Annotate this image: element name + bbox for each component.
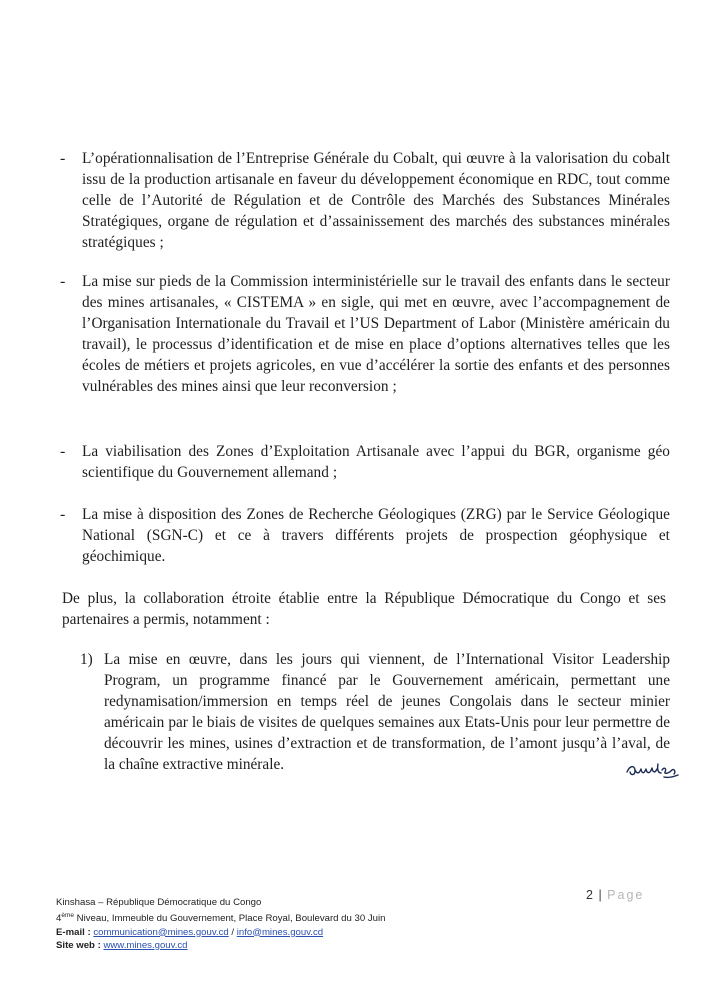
website-link[interactable]: www.mines.gouv.cd [103, 939, 188, 951]
bullet-marker: - [60, 443, 66, 460]
footer-building [56, 909, 476, 925]
page-number-word: Page [607, 888, 645, 902]
email-label: E-mail : [56, 926, 91, 938]
floor-suffix: ème [61, 912, 74, 920]
email-separator: / [228, 926, 237, 938]
bullet-text: La mise sur pieds de la Commission interministérielle sur le travail des enfants dans le secteur des mines artisanales, « CISTEMA » en sigle, qui met en œuvre, avec l’accompagnement de l’Organisation Internationale du Travail et l’US Department of Labor (Ministère américain du travail), le processus d’identification et de mise en place d’options alternatives telles que les écoles de métiers et projets agricoles, en vue d’accélérer la sortie des enfants et des personnes vulnérables des mines ainsi que leur reconversion ; [82, 273, 670, 395]
website-label: Site web : [56, 939, 101, 951]
footer [56, 896, 476, 952]
footer-website [56, 939, 476, 952]
bullet-marker: - [60, 506, 66, 523]
bullet-text: La viabilisation des Zones d’Exploitation Artisanale avec l’appui du BGR, organisme géo scientifique du Gouvernement allemand ; [82, 443, 670, 481]
page-number [586, 888, 644, 902]
footer-email [56, 926, 476, 939]
handwritten-initials [624, 755, 680, 781]
bullet-marker: - [60, 150, 66, 167]
intro-paragraph: De plus, la collaboration étroite établie entre la République Démocratique du Congo et ses partenaires a permis, notamment : [62, 590, 666, 628]
email-link-info[interactable]: info@mines.gouv.cd [236, 926, 324, 938]
page-number-separator: | [598, 888, 603, 902]
bullet-marker: - [60, 273, 66, 290]
floor-rest: Niveau, Immeuble du Gouvernement, Place Royal, Boulevard du 30 Juin [74, 913, 386, 925]
page-number-value: 2 [586, 888, 594, 902]
bullet-text: La mise à disposition des Zones de Recherche Géologiques (ZRG) par le Service Géologique National (SGN-C) et ce à travers différents projets de prospection géophysique et géochimique. [82, 506, 670, 565]
numbered-label: 1) [80, 651, 93, 668]
footer-address: Kinshasa – République Démocratique du Congo [56, 897, 262, 908]
bullet-text: L’opérationnalisation de l’Entreprise Générale du Cobalt, qui œuvre à la valorisation du cobalt issu de la production artisanale en faveur du développement économique en RDC, tout comme celle de l’Autorité de Régulation et de Contrôle des Marchés des Substances Minérales Stratégiques, organe de régulation et d’assainissement des marchés des substances minérales stratégiques ; [82, 150, 670, 251]
email-link-communication[interactable]: communication@mines.gouv.cd [93, 926, 229, 938]
floor-ordinal: 4 [56, 913, 62, 925]
numbered-text: La mise en œuvre, dans les jours qui viennent, de l’International Visitor Leadership Program, un programme financé par le Gouvernement américain, permettant une redynamisation/immersion en temps réel de jeunes Congolais dans le secteur minier américain par le biais de visites de quelques semaines aux Etats-Unis pour leur permettre de découvrir les mines, usines d’extraction et de transformation, de l’amont jusqu’à l’aval, de la chaîne extractive minérale. [104, 651, 670, 773]
